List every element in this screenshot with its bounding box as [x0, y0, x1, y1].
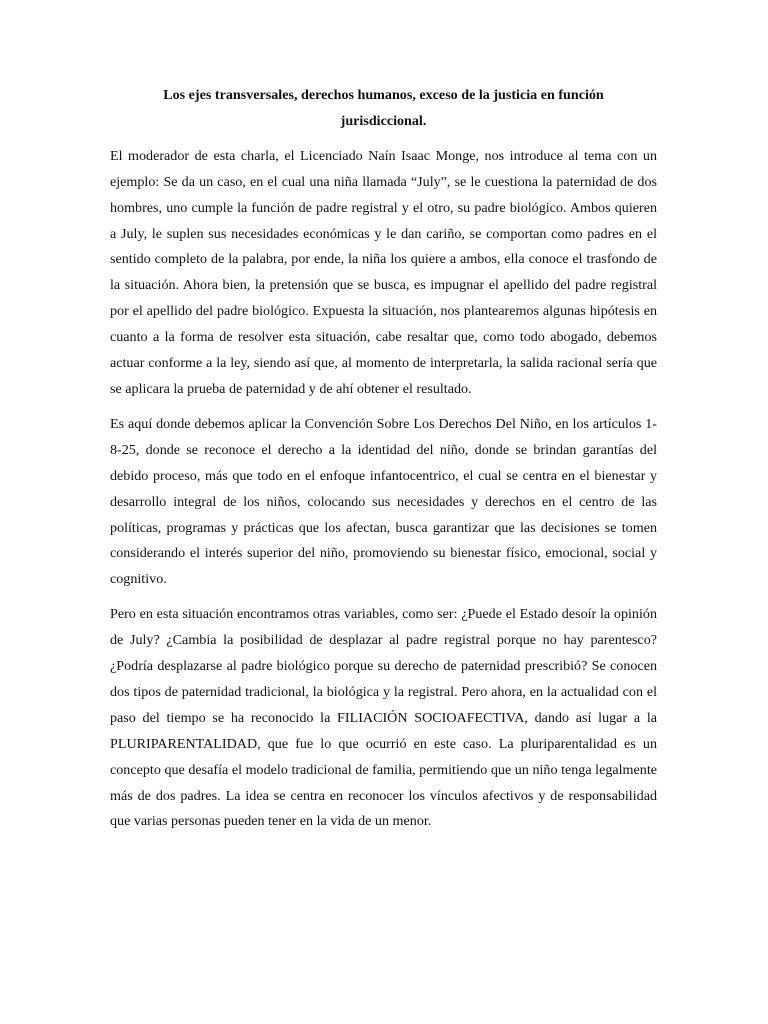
- document-title: Los ejes transversales, derechos humanos, exceso de la justicia en función jurisdiccional.: [163, 87, 604, 129]
- paragraph-1: El moderador de esta charla, el Licenciado Naín Isaac Monge, nos introduce al tema con un ejemplo: Se da un caso, en el cual una niña llamada “July”, se le cuestiona la paternidad de dos hombres, uno cumple la función de padre registral y el otro, su padre biológico. Ambos quieren a July, le suplen sus necesidades económicas y le dan cariño, se comportan como padres en el sentido completo de la palabra, por ende, la niña los quiere a ambos, ella conoce el trasfondo de la situación. Ahora bien, la pretensión que se busca, es impugnar el apellido del padre registral por el apellido del padre biológico. Expuesta la situación, nos plantearemos algunas hipótesis en cuanto a la forma de resolver esta situación, cabe resaltar que, como todo abogado, debemos actuar conforme a la ley, siendo así que, al momento de interpretarla, la salida racional sería que se aplicara la prueba de paternidad y de ahí obtener el resultado.: [110, 147, 657, 397]
- paragraph-3: Pero en esta situación encontramos otras variables, como ser: ¿Puede el Estado desoír la opinión de July? ¿Cambia la posibilidad de desplazar al padre registral porque no hay parentesco? ¿Podría desplazarse al padre biológico porque su derecho de paternidad prescribió? Se conocen dos tipos de paternidad tradicional, la biológica y la registral. Pero ahora, en la actualidad con el paso del tiempo se ha reconocido la FILIACIÓN SOCIOAFECTIVA, dando así lugar a la PLURIPARENTALIDAD, que fue lo que ocurrió en este caso. La pluriparentalidad es un concepto que desafía el modelo tradicional de familia, permitiendo que un niño tenga legalmente más de dos padres. La idea se centra en reconocer los vínculos afectivos y de responsabilidad que varias personas pueden tener en la vida de un menor.: [110, 606, 657, 830]
- document-page: [110, 83, 657, 844]
- paragraph-2: Es aquí donde debemos aplicar la Convención Sobre Los Derechos Del Niño, en los artículos 1-8-25, donde se reconoce el derecho a la identidad del niño, donde se brindan garantías del debido proceso, más que todo en el enfoque infantocentrico, el cual se centra en el bienestar y desarrollo integral de los niños, colocando sus necesidades y derechos en el centro de las políticas, programas y prácticas que los afectan, busca garantizar que las decisiones se tomen considerando el interés superior del niño, promoviendo su bienestar físico, emocional, social y cognitivo.: [110, 415, 657, 588]
